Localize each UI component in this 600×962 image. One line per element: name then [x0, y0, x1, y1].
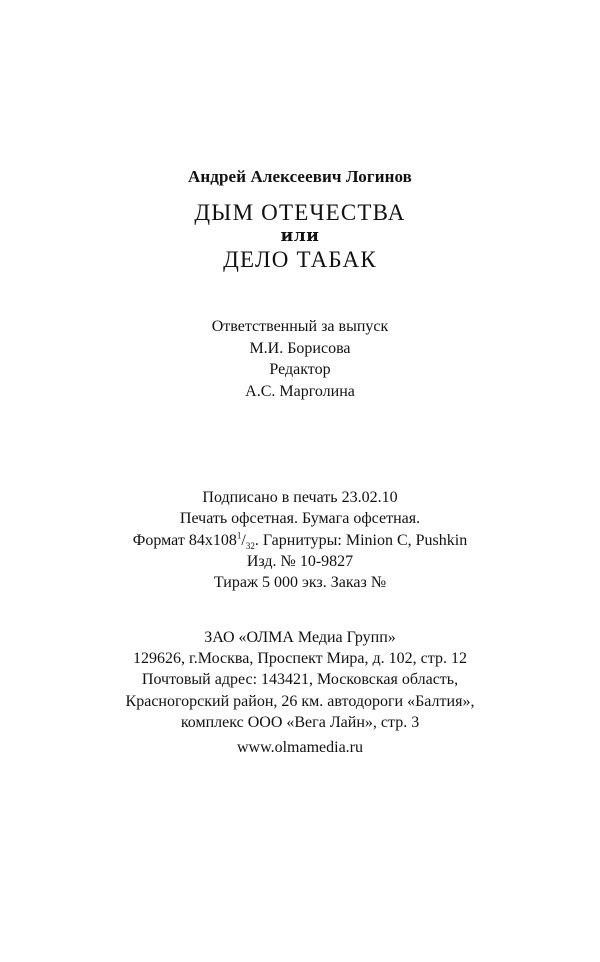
circulation-order: Тираж 5 000 экз. Заказ №	[213, 574, 387, 592]
editor-name: А.С. Марголина	[245, 382, 355, 400]
publisher-website: www.olmamedia.ru	[236, 739, 364, 757]
publisher-name: ЗАО «ОЛМА Медиа Групп»	[204, 629, 396, 646]
format-typefaces: . Гарнитуры: Minion C, Pushkin	[254, 531, 468, 549]
signed-for-print: Подписано в печать 23.02.10	[202, 489, 398, 506]
print-paper-type: Печать офсетная. Бумага офсетная.	[179, 510, 421, 528]
editor-label: Редактор	[269, 361, 331, 378]
publisher-block	[0, 627, 600, 758]
book-title	[0, 199, 600, 275]
author-name: Андрей Алексеевич Логинов	[188, 167, 412, 186]
postal-address-line-3: комплекс ООО «Вега Лайн», стр. 3	[180, 713, 420, 731]
format-prefix: Формат 84x108	[132, 531, 237, 549]
imprint-block	[0, 487, 600, 593]
credits-block	[0, 316, 600, 402]
postal-address-line-1: Почтовый адрес: 143421, Московская область,	[141, 671, 459, 689]
format-line	[0, 530, 600, 551]
responsible-label: Ответственный за выпуск	[211, 318, 389, 335]
title-line-2: ДЕЛО ТАБАК	[223, 247, 377, 272]
format-fraction-denominator: 32	[245, 540, 255, 551]
publisher-address: 129626, г.Москва, Проспект Мира, д. 102, стр. 12	[133, 650, 467, 668]
title-line-1: ДЫМ ОТЕЧЕСТВА	[194, 200, 406, 225]
postal-address-line-2: Красногорский район, 26 км. автодороги «Балтия»,	[125, 692, 475, 710]
format-fraction-slash: /	[241, 531, 246, 549]
title-conjunction: или	[280, 226, 320, 246]
responsible-name: М.И. Борисова	[249, 339, 351, 357]
author-block	[0, 166, 600, 188]
format-fraction-numerator: 1	[236, 530, 242, 541]
edition-number: Изд. № 10-9827	[246, 552, 354, 570]
